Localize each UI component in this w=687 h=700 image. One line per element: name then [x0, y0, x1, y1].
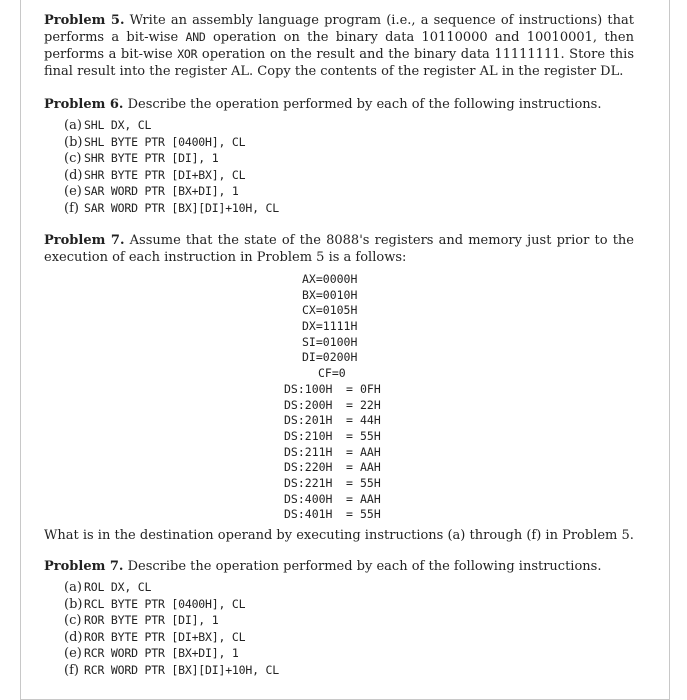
register-state-list	[44, 272, 634, 523]
list-item: (a) ROL DX, CL	[64, 580, 152, 595]
problem-7-instruction-list	[64, 579, 634, 678]
xor-keyword: XOR	[177, 47, 198, 61]
problem-6-title: Problem 6.	[44, 97, 124, 112]
instruction-code: SAR WORD PTR [BX+DI], 1	[84, 184, 239, 198]
instruction-code: RCR WORD PTR [BX+DI], 1	[84, 646, 239, 660]
list-item: (c) SHR BYTE PTR [DI], 1	[64, 151, 219, 166]
instruction-code: RCR WORD PTR [BX][DI]+10H, CL	[84, 662, 279, 677]
memory-value: DS:220H = AAH	[284, 460, 381, 475]
memory-value: DS:400H = AAH	[284, 491, 381, 506]
register-value: SI=0100H	[302, 334, 358, 349]
register-value: DX=1111H	[302, 319, 358, 334]
problem-6-instruction-list	[64, 117, 634, 216]
problem-7-title: Problem 7.	[44, 233, 125, 248]
document-content	[44, 12, 634, 678]
and-keyword: AND	[185, 30, 206, 44]
list-item: (d) SHR BYTE PTR [DI+BX], CL	[64, 167, 246, 183]
list-item: (e) RCR WORD PTR [BX+DI], 1	[64, 646, 239, 661]
memory-value: DS:221H = 55H	[284, 475, 381, 490]
instruction-code: SHR BYTE PTR [DI], 1	[84, 151, 219, 165]
memory-value: DS:200H = 22H	[284, 397, 381, 412]
problem-7-text: Assume that the state of the 8088's registers and memory just prior to the execution of each instruction in Problem 5 is a follows:	[44, 233, 634, 265]
memory-value: DS:201H = 44H	[284, 413, 381, 428]
problem-7-rotate	[44, 558, 634, 575]
problem-7-rotate-title: Problem 7.	[44, 559, 124, 574]
list-item: (d) ROR BYTE PTR [DI+BX], CL	[64, 629, 246, 645]
list-item: (e) SAR WORD PTR [BX+DI], 1	[64, 184, 239, 199]
problem-7-state	[44, 232, 634, 266]
register-value: BX=0010H	[302, 287, 358, 302]
carry-flag-value: CF=0	[318, 366, 346, 381]
instruction-code: ROR BYTE PTR [DI], 1	[84, 613, 219, 627]
problem-5-text-c: operation on the result and the binary data 11111111. Store this final result into the register AL. Copy the contents of the register AL in the register DL.	[44, 47, 634, 79]
register-value: AX=0000H	[302, 272, 358, 286]
instruction-code: RCL BYTE PTR [0400H], CL	[84, 596, 246, 611]
problem-5	[44, 12, 634, 80]
register-value: CX=0105H	[302, 303, 358, 318]
instruction-code: ROL DX, CL	[84, 580, 152, 594]
memory-value: DS:211H = AAH	[284, 444, 381, 459]
memory-value: DS:401H = 55H	[284, 507, 381, 522]
list-item: (a) SHL DX, CL	[64, 118, 152, 133]
problem-7-rotate-text: Describe the operation performed by each of the following instructions.	[123, 559, 602, 574]
problem-6-text: Describe the operation performed by each of the following instructions.	[123, 97, 602, 112]
instruction-code: ROR BYTE PTR [DI+BX], CL	[84, 629, 246, 644]
list-item: (f) RCR WORD PTR [BX][DI]+10H, CL	[64, 662, 279, 678]
problem-7-question: What is in the destination operand by executing instructions (a) through (f) in Problem 5.	[44, 528, 634, 543]
instruction-code: SHL DX, CL	[84, 118, 152, 132]
list-item: (b) RCL BYTE PTR [0400H], CL	[64, 596, 246, 612]
instruction-code: SHL BYTE PTR [0400H], CL	[84, 134, 246, 149]
list-item: (b) SHL BYTE PTR [0400H], CL	[64, 134, 246, 150]
list-item: (f) SAR WORD PTR [BX][DI]+10H, CL	[64, 200, 279, 216]
memory-value: DS:100H = 0FH	[284, 381, 381, 396]
memory-value: DS:210H = 55H	[284, 428, 381, 443]
problem-6	[44, 96, 634, 113]
instruction-code: SAR WORD PTR [BX][DI]+10H, CL	[84, 200, 279, 215]
problem-5-text-b: operation on the binary data 10110000 and 10010001, then performs a bit-wise	[44, 30, 634, 62]
problem-5-text-a: Write an assembly language program (i.e., a sequence of instructions) that performs a bit-wise	[44, 13, 634, 45]
register-value: DI=0200H	[302, 350, 358, 365]
list-item: (c) ROR BYTE PTR [DI], 1	[64, 613, 219, 628]
problem-5-title: Problem 5.	[44, 13, 125, 28]
instruction-code: SHR BYTE PTR [DI+BX], CL	[84, 167, 246, 182]
